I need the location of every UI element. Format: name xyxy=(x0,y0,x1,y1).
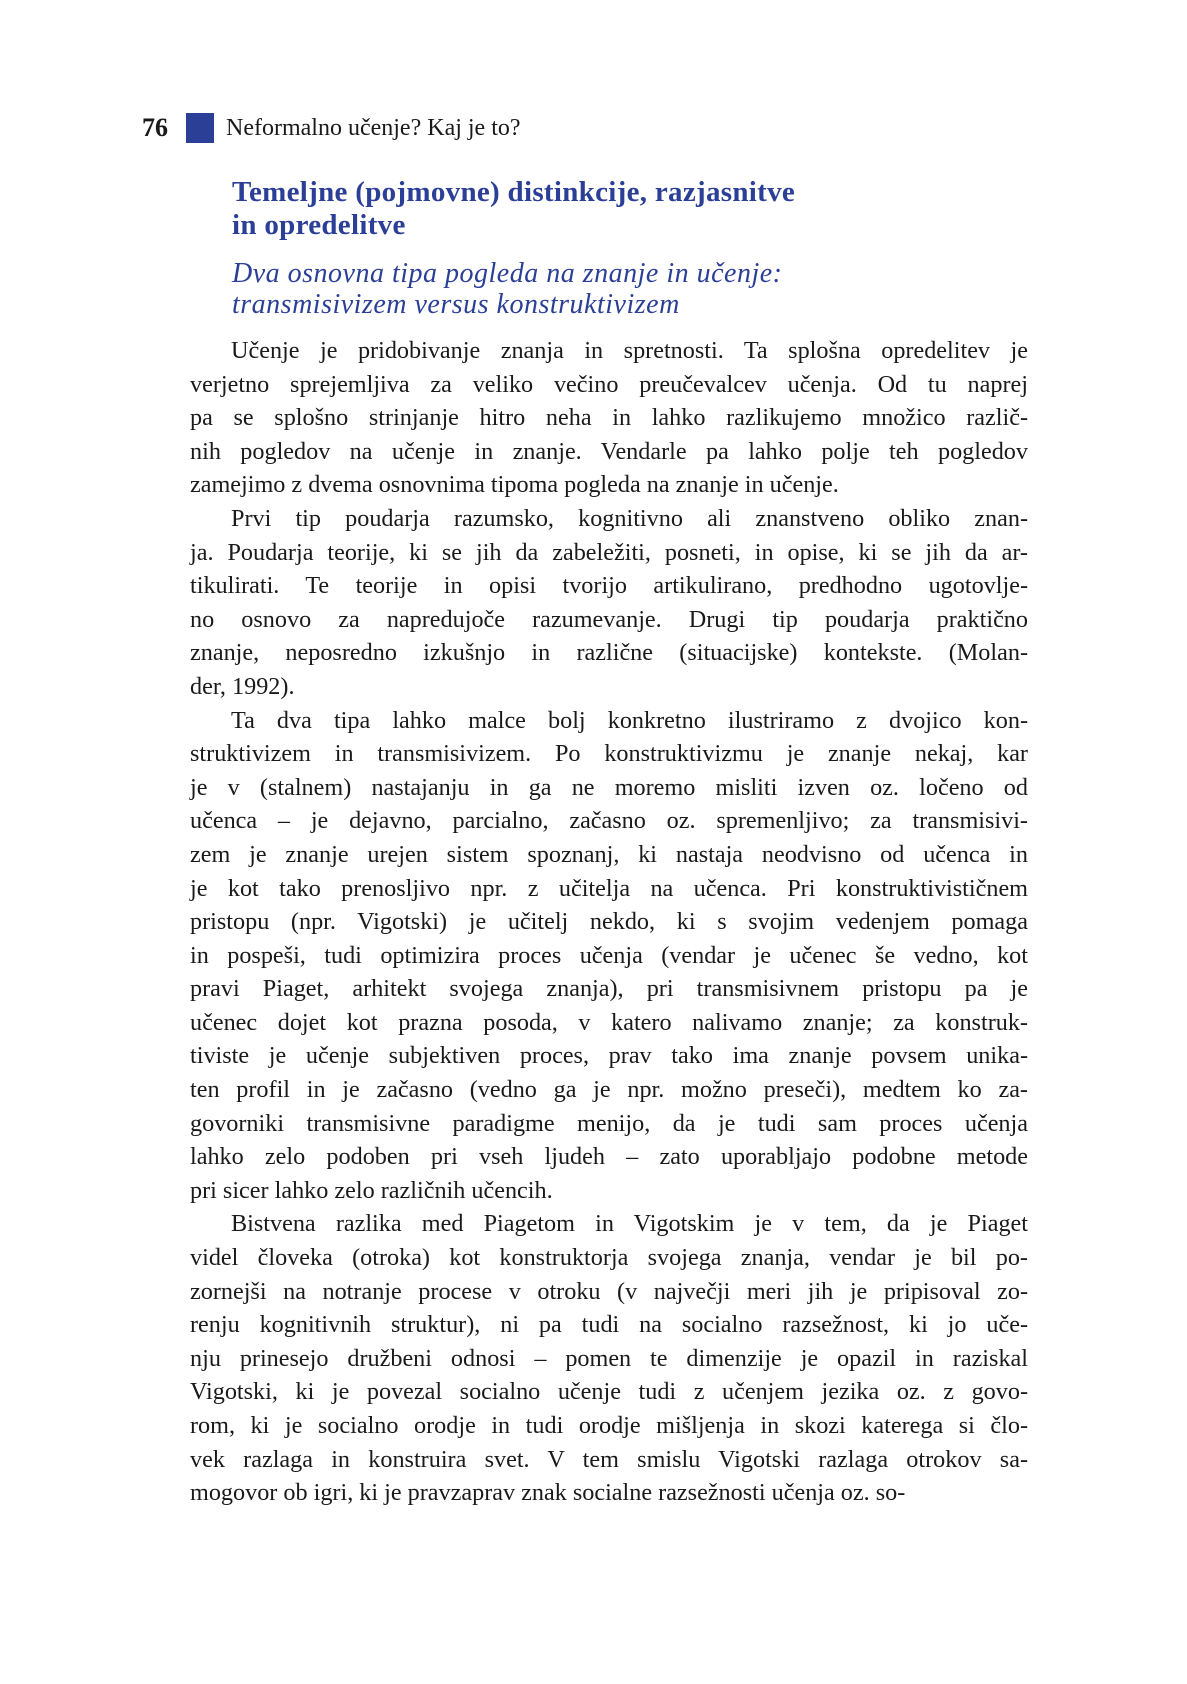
blue-square-marker-icon xyxy=(186,113,214,143)
paragraph-line: tiviste je učenje subjektiven proces, prav tako ima znanje povsem unika- xyxy=(190,1042,1028,1070)
paragraph-line: znanje, neposredno izkušnjo in različne (situacijske) kontekste. (Molan- xyxy=(190,639,1028,667)
paragraph-line: Vigotski, ki je povezal socialno učenje tudi z učenjem jezika oz. z govo- xyxy=(190,1378,1028,1406)
section-heading-line: in opredelitve xyxy=(232,209,406,241)
paragraph-line: nih pogledov na učenje in znanje. Vendarle pa lahko polje teh pogledov xyxy=(190,437,1028,465)
paragraph-line: učenec dojet kot prazna posoda, v katero nalivamo znanje; za konstruk- xyxy=(190,1008,1028,1036)
paragraph-line: rom, ki je socialno orodje in tudi orodje mišljenja in skozi katerega si člo- xyxy=(190,1412,1028,1439)
paragraph-line: pri sicer lahko zelo različnih učencih. xyxy=(190,1176,553,1204)
paragraph-line: renju kognitivnih struktur), ni pa tudi na socialno razsežnost, ki jo uče- xyxy=(190,1311,1028,1339)
paragraph-line: je kot tako prenosljivo npr. z učitelja na učenca. Pri konstruktivističnem xyxy=(190,874,1028,902)
paragraph-line: zamejimo z dvema osnovnima tipoma pogleda na znanje in učenje. xyxy=(190,471,839,499)
paragraph xyxy=(190,502,1028,704)
paragraph-line: nju prinesejo družbeni odnosi – pomen te dimenzije je opazil in raziskal xyxy=(190,1344,1028,1372)
paragraph-line: je v (stalnem) nastajanju in ga ne moremo misliti izven oz. ločeno od xyxy=(190,773,1028,801)
paragraph-line: Učenje je pridobivanje znanja in spretnosti. Ta splošna opredelitev je xyxy=(231,337,1028,364)
section-subheading-line: transmisivizem versus konstruktivizem xyxy=(232,289,680,320)
paragraph xyxy=(190,704,1028,1208)
paragraph-line: vek razlaga in konstruira svet. V tem smislu Vigotski razlaga otrokov sa- xyxy=(190,1445,1028,1473)
paragraph-line: videl človeka (otroka) kot konstruktorja svojega znanja, vendar je bil po- xyxy=(190,1244,1028,1272)
section-subheading xyxy=(232,258,1032,320)
paragraph-line: pristopu (npr. Vigotski) je učitelj nekdo, ki s svojim vedenjem pomaga xyxy=(190,908,1028,936)
paragraph-line: struktivizem in transmisivizem. Po konstruktivizmu je znanje nekaj, kar xyxy=(190,740,1028,768)
paragraph-line: ten profil in je začasno (vedno ga je npr. možno preseči), medtem ko za- xyxy=(190,1076,1028,1104)
paragraph xyxy=(190,1207,1028,1509)
paragraph-line: lahko zelo podoben pri vseh ljudeh – zato uporabljajo podobne metode xyxy=(190,1143,1028,1171)
paragraph-line: no osnovo za napredujoče razumevanje. Drugi tip poudarja praktično xyxy=(190,605,1028,633)
paragraph-line: verjetno sprejemljiva za veliko večino preučevalcev učenja. Od tu naprej xyxy=(190,370,1028,398)
section-heading-line: Temeljne (pojmovne) distinkcije, razjasnitve xyxy=(232,176,796,208)
paragraph-line: Prvi tip poudarja razumsko, kognitivno ali znanstveno obliko znan- xyxy=(231,504,1028,532)
paragraph-line: in pospeši, tudi optimizira proces učenja (vendar je učenec še vedno, kot xyxy=(190,941,1028,969)
paragraph-line: ja. Poudarja teorije, ki se jih da zabeležiti, posneti, in opise, ki se jih da ar- xyxy=(190,538,1028,566)
paragraph xyxy=(190,334,1028,502)
paragraph-line: Bistvena razlika med Piagetom in Vigotskim je v tem, da je Piaget xyxy=(231,1210,1028,1238)
paragraph-line: pa se splošno strinjanje hitro neha in lahko razlikujemo množico različ- xyxy=(190,404,1028,432)
paragraph-line: zornejši na notranje procese v otroku (v največji meri jih je pripisoval zo- xyxy=(190,1277,1028,1305)
paragraph-line: pravi Piaget, arhitekt svojega znanja), pri transmisivnem pristopu pa je xyxy=(190,975,1028,1003)
section-heading xyxy=(232,176,1032,242)
running-header xyxy=(142,110,521,146)
running-title: Neformalno učenje? Kaj je to? xyxy=(226,114,521,141)
body-text xyxy=(190,334,1028,1510)
section-subheading-line: Dva osnovna tipa pogleda na znanje in učenje: xyxy=(232,258,783,289)
paragraph-line: zem je znanje urejen sistem spoznanj, ki nastaja neodvisno od učenca in xyxy=(190,840,1028,868)
paragraph-line: govorniki transmisivne paradigme menijo, da je tudi sam proces učenja xyxy=(190,1109,1028,1137)
page-number: 76 xyxy=(142,113,168,142)
paragraph-line: tikulirati. Te teorije in opisi tvorijo artikulirano, predhodno ugotovlje- xyxy=(190,572,1028,600)
paragraph-line: mogovor ob igri, ki je pravzaprav znak socialne razsežnosti učenja oz. so- xyxy=(190,1479,906,1507)
paragraph-line: der, 1992). xyxy=(190,672,295,700)
paragraph-line: Ta dva tipa lahko malce bolj konkretno ilustriramo z dvojico kon- xyxy=(231,706,1028,734)
paragraph-line: učenca – je dejavno, parcialno, začasno oz. spremenljivo; za transmisivi- xyxy=(190,807,1028,835)
